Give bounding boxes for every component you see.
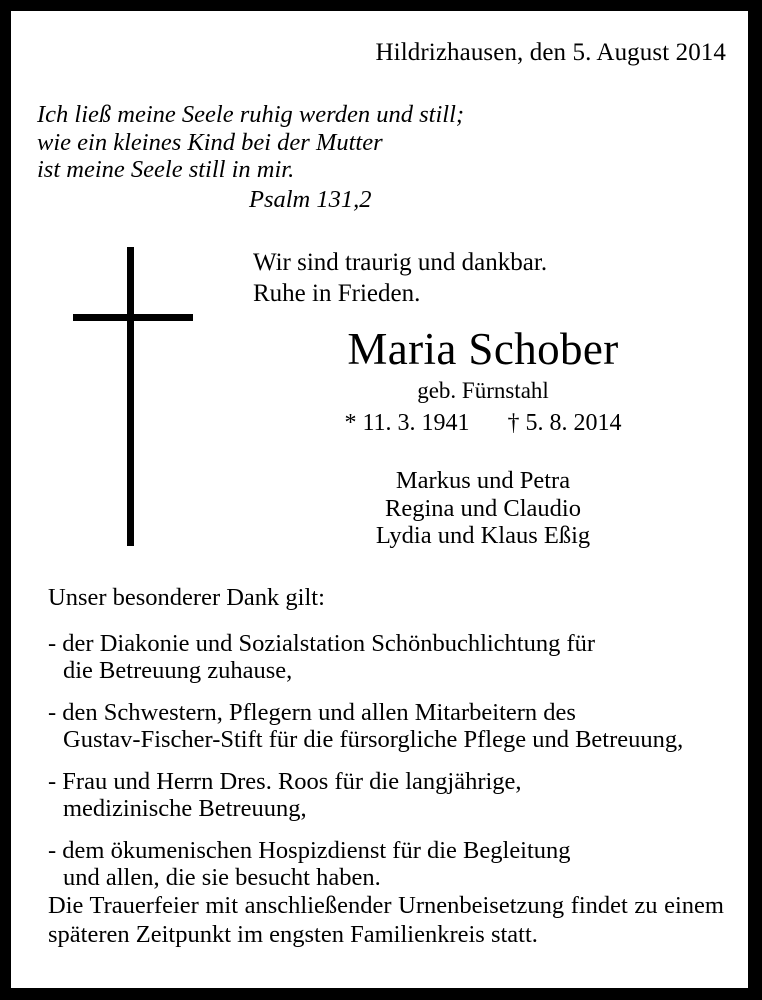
verse-line-1: Ich ließ meine Seele ruhig werden und still;	[37, 101, 465, 128]
verse-reference: Psalm 131,2	[249, 185, 372, 213]
thanks-item	[48, 630, 724, 684]
thanks-item	[48, 837, 724, 891]
thanks-item	[48, 699, 724, 753]
place-and-date: Hildrizhausen, den 5. August 2014	[375, 39, 726, 66]
verse-line-2: wie ein kleines Kind bei der Mutter	[37, 128, 383, 156]
survivor-line-1: Markus und Petra	[395, 467, 571, 494]
bible-verse	[37, 101, 697, 213]
maiden-name: geb. Fürnstahl	[417, 378, 549, 403]
survivors-list	[243, 438, 723, 550]
thanks-item-line-1: - dem ökumenischen Hospizdienst für die Begleitung	[48, 837, 571, 864]
birth-date: * 11. 3. 1941	[344, 410, 470, 436]
christian-cross-icon	[61, 236, 211, 556]
thanks-item	[48, 768, 724, 822]
thanks-item-line-2: und allen, die sie besucht haben.	[63, 864, 381, 891]
thanks-item-line-2: Gustav-Fischer-Stift für die fürsorgliche Pflege und Betreuung,	[63, 726, 684, 753]
thanks-item-line-1: - den Schwestern, Pflegern und allen Mitarbeitern des	[48, 699, 576, 726]
lifespan	[243, 404, 723, 438]
thanks-item-line-1: - Frau und Herrn Dres. Roos für die langjährige,	[48, 768, 522, 795]
intro-text	[243, 247, 723, 309]
cross-horizontal-bar	[73, 314, 193, 321]
thanks-item-line-1: - der Diakonie und Sozialstation Schönbuchlichtung für	[48, 630, 596, 657]
thanks-item-line-2: medizinische Betreuung,	[63, 795, 307, 822]
intro-line-1: Wir sind traurig und dankbar.	[253, 249, 548, 276]
central-block	[243, 247, 723, 550]
thanks-section	[48, 584, 724, 891]
intro-line-2: Ruhe in Frieden.	[253, 280, 421, 307]
thanks-heading: Unser besonderer Dank gilt:	[48, 584, 325, 611]
notice-page	[11, 11, 748, 988]
verse-line-3: ist meine Seele still in mir.	[37, 156, 295, 183]
funeral-arrangements-text: Die Trauerfeier mit anschließender Urnenbeisetzung findet zu einem späteren Zeitpunkt im engsten Familienkreis statt.	[48, 892, 724, 948]
death-date: † 5. 8. 2014	[507, 410, 622, 436]
cross-vertical-bar	[127, 247, 134, 546]
survivor-line-3: Lydia und Klaus Eßig	[375, 522, 591, 549]
thanks-item-line-2: die Betreuung zuhause,	[63, 657, 293, 684]
deceased-name: Maria Schober	[347, 324, 619, 374]
survivor-line-2: Regina und Claudio	[385, 494, 581, 522]
